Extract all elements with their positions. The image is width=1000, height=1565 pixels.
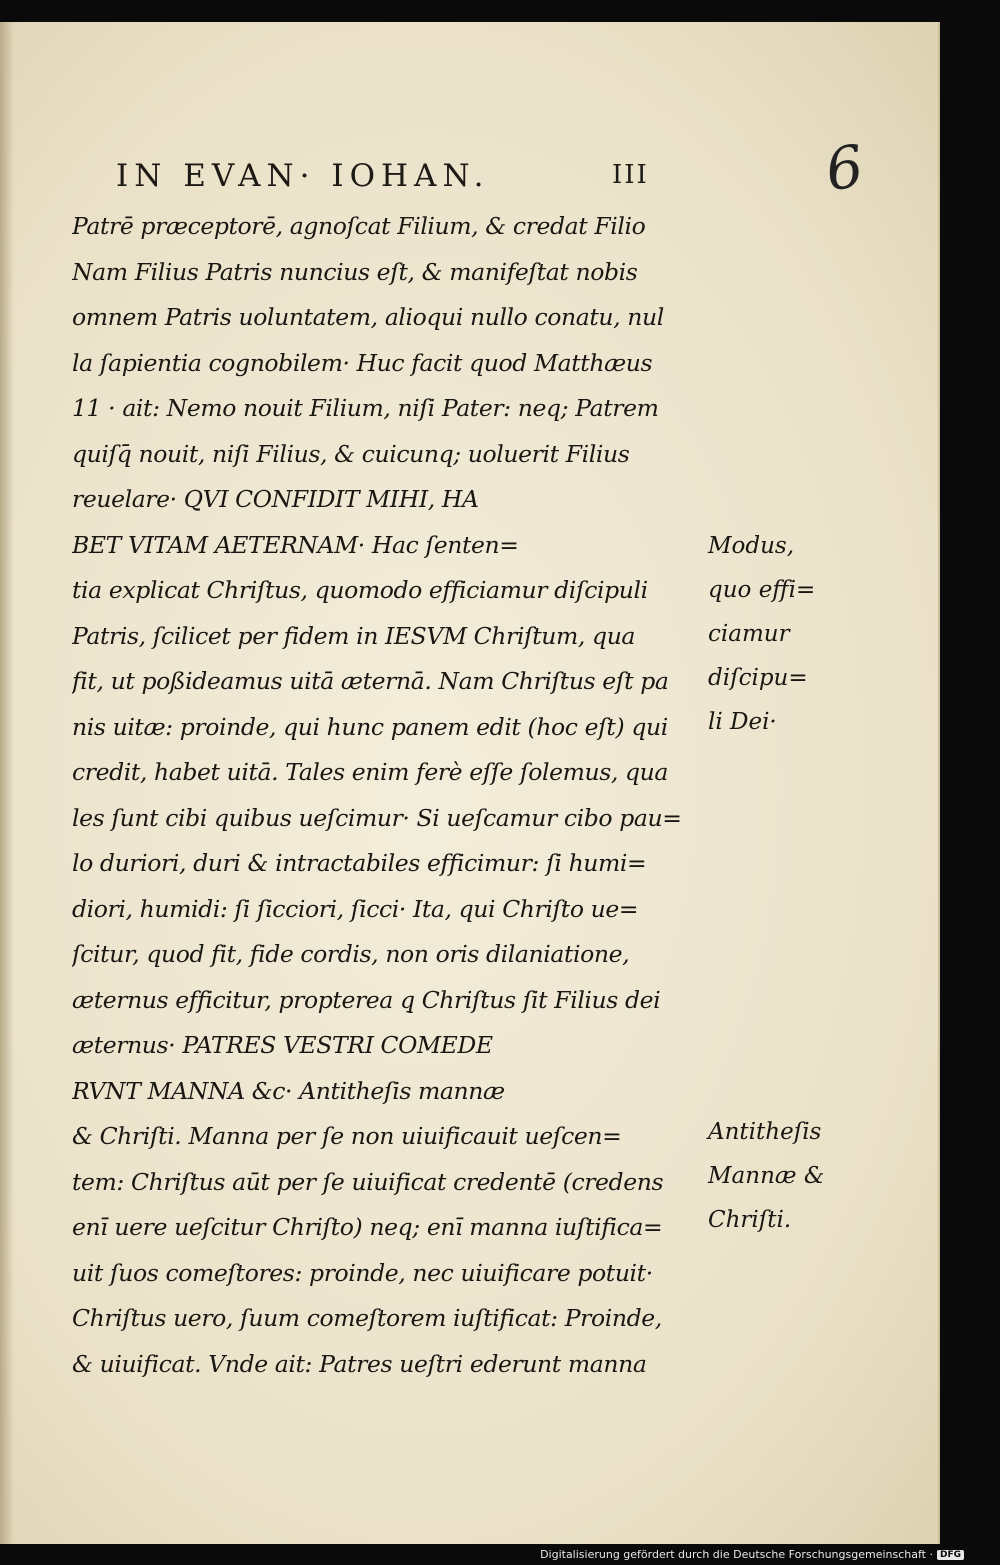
marginal-note-line: ciamur — [708, 621, 790, 647]
dfg-logo: DFG — [937, 1550, 964, 1560]
text-line: reuelare· QVI CONFIDIT MIHI, HA — [72, 485, 479, 513]
text-line: tem: Chriſtus aūt per ſe uiuificat credentē (credens — [72, 1167, 664, 1196]
text-line: credit, habet uitā. Tales enim ferè eſſe ſolemus, qua — [72, 758, 668, 786]
text-line: tia explicat Chriſtus, quomodo efficiamur diſcipuli — [72, 576, 648, 604]
marginal-note-antithesis — [708, 1110, 848, 1242]
digitization-credit — [540, 1548, 964, 1561]
text-line: les ſunt cibi quibus ueſcimur· Si ueſcamur cibo pau= — [72, 803, 682, 832]
text-line: Patris, ſcilicet per fidem in IESVM Chriſtum, qua — [72, 621, 636, 650]
text-line: la ſapientia cognobilem· Huc facit quod Matthæus — [72, 348, 653, 377]
text-line: Patrē præceptorē, agnoſcat Filium, & credat Filio — [72, 212, 646, 240]
marginal-note-modus — [708, 524, 848, 744]
marginal-note-line: diſcipu= — [708, 665, 808, 691]
marginal-note-line: li Dei· — [708, 709, 777, 735]
handwritten-page-number: 6 — [821, 131, 868, 205]
marginal-note-line: Mannæ & — [708, 1163, 825, 1189]
marginal-note-line: quo effi= — [708, 577, 816, 603]
text-line: quiſq̄ nouit, niſi Filius, & cuicunq; uoluerit Filius — [72, 439, 630, 468]
running-head: IN EVAN· IOHAN. — [116, 158, 490, 194]
marginal-note-line: Modus, — [708, 533, 795, 559]
text-line: Chriſtus uero, ſuum comeſtorem iuſtificat: Proinde, — [72, 1304, 662, 1332]
text-line: æternus· PATRES VESTRI COMEDE — [72, 1031, 493, 1059]
text-line: diori, humidi: ſi ſicciori, ſicci· Ita, qui Chriſto ue= — [72, 894, 639, 923]
text-line: uit ſuos comeſtores: proinde, nec uiuificare potuit· — [72, 1258, 653, 1287]
text-line: Nam Filius Patris nuncius eſt, & manifeſtat nobis — [72, 257, 638, 286]
text-line: æternus efficitur, propterea q̧ Chriſtus ſit Filius dei — [72, 985, 661, 1014]
text-line: ſcitur, quod fit, fide cordis, non oris dilaniatione, — [72, 940, 630, 968]
folio-number: III — [612, 160, 649, 190]
text-line: BET VITAM AETERNAM· Hac ſenten= — [72, 530, 519, 559]
marginal-note-line: Antitheſis — [708, 1119, 822, 1145]
text-line: & uiuificat. Vnde ait: Patres ueſtri ederunt manna — [72, 1349, 647, 1378]
text-line: 11 · ait: Nemo nouit Filium, niſi Pater: neq; Patrem — [72, 394, 659, 422]
text-line: RVNT MANNA &c· Antitheſis mannæ — [72, 1076, 505, 1105]
text-line: fit, ut poßideamus uitā æternā. Nam Chriſtus eſt pa — [72, 667, 669, 695]
main-text-block — [72, 204, 702, 1387]
text-line: nis uitæ: proinde, qui hunc panem edit (hoc eſt) qui — [72, 712, 668, 741]
text-line: enī uere ueſcitur Chriſto) neq; enī manna iuſtifica= — [72, 1213, 663, 1241]
book-page — [0, 22, 940, 1544]
text-line: lo duriori, duri & intractabiles efficimur: ſi humi= — [72, 849, 647, 877]
text-line: omnem Patris uoluntatem, alioqui nullo conatu, nul — [72, 303, 664, 331]
credit-text: Digitalisierung gefördert durch die Deutsche Forschungsgemeinschaft · — [540, 1548, 933, 1561]
marginal-note-line: Chriſti. — [708, 1207, 792, 1233]
text-line: & Chriſti. Manna per ſe non uiuificauit ueſcen= — [72, 1122, 622, 1150]
